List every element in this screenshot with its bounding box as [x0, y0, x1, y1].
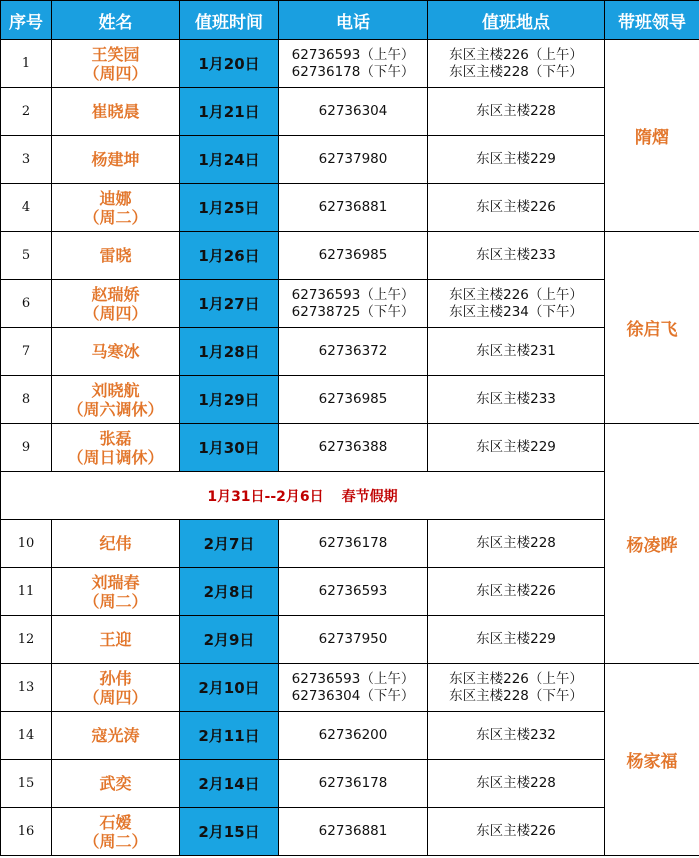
name-cell: [52, 280, 180, 328]
date-cell: 1月25日: [180, 184, 279, 232]
person-name: 刘晓航: [91, 380, 140, 400]
person-name: 石嫒: [99, 812, 132, 832]
leader-cell: 隋熠: [605, 40, 699, 232]
header-leader: 带班领导: [605, 1, 699, 40]
seq-cell: 1: [1, 40, 52, 88]
header-phone: 电话: [279, 1, 428, 40]
phone-number: 62736593（上午）: [291, 670, 415, 687]
location-text: 东区主楼234（下午）: [449, 303, 583, 320]
location-text: 东区主楼228: [476, 103, 556, 119]
location-text: 东区主楼229: [476, 439, 556, 455]
phone-cell: [279, 280, 428, 328]
seq-cell: 6: [1, 280, 52, 328]
date-cell: 2月15日: [180, 808, 279, 856]
table-row: [1, 232, 699, 280]
seq-cell: 5: [1, 232, 52, 280]
seq-cell: 11: [1, 568, 52, 616]
phone-number: 62737980: [318, 151, 388, 167]
phone-number: 62736881: [318, 199, 388, 215]
leader-cell: 杨凌晔: [605, 424, 699, 664]
location-cell: [428, 616, 605, 664]
table-row: [1, 184, 699, 232]
location-cell: [428, 40, 605, 88]
phone-number: 62736388: [318, 439, 388, 455]
person-name: 王笑园: [91, 44, 140, 64]
location-cell: [428, 184, 605, 232]
date-cell: 1月24日: [180, 136, 279, 184]
name-cell: [52, 40, 180, 88]
phone-cell: [279, 328, 428, 376]
location-cell: [428, 376, 605, 424]
table-row: [1, 664, 699, 712]
day-note: （周二）: [83, 591, 148, 611]
seq-cell: 4: [1, 184, 52, 232]
phone-number: 62736304（下午）: [291, 687, 415, 704]
phone-cell: [279, 616, 428, 664]
phone-number: 62736593（上午）: [291, 46, 415, 63]
person-name: 王迎: [99, 630, 132, 649]
date-cell: 2月8日: [180, 568, 279, 616]
table-row: [1, 328, 699, 376]
location-cell: [428, 664, 605, 712]
name-cell: [52, 424, 180, 472]
location-cell: [428, 760, 605, 808]
location-text: 东区主楼229: [476, 631, 556, 647]
day-note: （周四）: [83, 687, 148, 707]
location-text: 东区主楼228: [476, 775, 556, 791]
phone-number: 62736178（下午）: [291, 63, 415, 80]
person-name: 马寒冰: [91, 342, 140, 361]
day-note: （周四）: [83, 63, 148, 83]
phone-cell: [279, 808, 428, 856]
location-cell: [428, 280, 605, 328]
phone-cell: [279, 232, 428, 280]
header-row: [1, 1, 699, 40]
day-note: （周日调休）: [67, 447, 164, 467]
location-text: 东区主楼232: [476, 727, 556, 743]
date-cell: 1月28日: [180, 328, 279, 376]
name-cell: [52, 136, 180, 184]
header-name: 姓名: [52, 1, 180, 40]
seq-cell: 10: [1, 520, 52, 568]
phone-number: 62736178: [318, 775, 388, 791]
seq-cell: 15: [1, 760, 52, 808]
location-text: 东区主楼233: [476, 247, 556, 263]
location-cell: [428, 712, 605, 760]
date-cell: 1月30日: [180, 424, 279, 472]
phone-cell: [279, 664, 428, 712]
table-row: [1, 376, 699, 424]
name-cell: [52, 664, 180, 712]
phone-number: 62736593: [318, 583, 388, 599]
phone-cell: [279, 40, 428, 88]
seq-cell: 12: [1, 616, 52, 664]
location-text: 东区主楼226（上午）: [449, 286, 583, 303]
location-cell: [428, 808, 605, 856]
seq-cell: 14: [1, 712, 52, 760]
date-cell: 1月29日: [180, 376, 279, 424]
location-text: 东区主楼226: [476, 823, 556, 839]
person-name: 纪伟: [99, 534, 132, 553]
day-note: （周六调休）: [67, 399, 164, 419]
phone-number: 62736593（上午）: [291, 286, 415, 303]
location-cell: [428, 520, 605, 568]
person-name: 武奕: [99, 774, 132, 793]
phone-number: 62736304: [318, 103, 388, 119]
location-text: 东区主楼228（下午）: [449, 63, 583, 80]
seq-cell: 8: [1, 376, 52, 424]
name-cell: [52, 616, 180, 664]
location-cell: [428, 136, 605, 184]
date-cell: 2月14日: [180, 760, 279, 808]
phone-number: 62736985: [318, 247, 388, 263]
location-cell: [428, 568, 605, 616]
day-note: （周二）: [83, 831, 148, 851]
phone-number: 62736985: [318, 391, 388, 407]
person-name: 张磊: [99, 428, 132, 448]
person-name: 孙伟: [99, 668, 132, 688]
seq-cell: 7: [1, 328, 52, 376]
name-cell: [52, 520, 180, 568]
name-cell: [52, 328, 180, 376]
day-note: （周二）: [83, 207, 148, 227]
holiday-label: 春节假期: [341, 488, 398, 505]
seq-cell: 9: [1, 424, 52, 472]
table-row: [1, 136, 699, 184]
holiday-range: 1月31日--2月6日: [207, 488, 324, 505]
table-row: [1, 40, 699, 88]
date-cell: 2月9日: [180, 616, 279, 664]
person-name: 迪娜: [99, 188, 132, 208]
name-cell: [52, 808, 180, 856]
date-cell: 2月10日: [180, 664, 279, 712]
phone-cell: [279, 136, 428, 184]
name-cell: [52, 760, 180, 808]
phone-number: 62736178: [318, 535, 388, 551]
person-name: 刘瑞春: [91, 572, 140, 592]
holiday-row: [1, 472, 699, 520]
table-row: [1, 808, 699, 856]
location-text: 东区主楼226: [476, 199, 556, 215]
seq-cell: 13: [1, 664, 52, 712]
phone-cell: [279, 760, 428, 808]
leader-cell: 杨家福: [605, 664, 699, 856]
location-text: 东区主楼226（上午）: [449, 46, 583, 63]
header-seq: 序号: [1, 1, 52, 40]
table-row: [1, 616, 699, 664]
leader-cell: 徐启飞: [605, 232, 699, 424]
name-cell: [52, 376, 180, 424]
phone-cell: [279, 184, 428, 232]
phone-number: 62736372: [318, 343, 388, 359]
date-cell: 2月7日: [180, 520, 279, 568]
seq-cell: 3: [1, 136, 52, 184]
name-cell: [52, 232, 180, 280]
person-name: 雷晓: [99, 246, 132, 265]
phone-cell: [279, 712, 428, 760]
location-text: 东区主楼229: [476, 151, 556, 167]
phone-cell: [279, 376, 428, 424]
date-cell: 1月27日: [180, 280, 279, 328]
date-cell: 2月11日: [180, 712, 279, 760]
phone-cell: [279, 568, 428, 616]
day-note: （周四）: [83, 303, 148, 323]
table-row: [1, 712, 699, 760]
seq-cell: 2: [1, 88, 52, 136]
phone-cell: [279, 520, 428, 568]
location-text: 东区主楼226（上午）: [449, 670, 583, 687]
person-name: 杨建坤: [91, 150, 140, 169]
table-row: [1, 280, 699, 328]
location-text: 东区主楼226: [476, 583, 556, 599]
name-cell: [52, 184, 180, 232]
header-location: 值班地点: [428, 1, 605, 40]
name-cell: [52, 712, 180, 760]
phone-number: 62736200: [318, 727, 388, 743]
table-row: [1, 760, 699, 808]
seq-cell: 16: [1, 808, 52, 856]
phone-number: 62738725（下午）: [291, 303, 415, 320]
phone-number: 62736881: [318, 823, 388, 839]
location-text: 东区主楼228（下午）: [449, 687, 583, 704]
name-cell: [52, 568, 180, 616]
table-row: [1, 568, 699, 616]
location-text: 东区主楼228: [476, 535, 556, 551]
date-cell: 1月26日: [180, 232, 279, 280]
location-text: 东区主楼233: [476, 391, 556, 407]
holiday-cell: [1, 472, 605, 520]
phone-number: 62737950: [318, 631, 388, 647]
location-cell: [428, 88, 605, 136]
table-row: [1, 424, 699, 472]
person-name: 崔晓晨: [91, 102, 140, 121]
location-text: 东区主楼231: [476, 343, 556, 359]
header-date: 值班时间: [180, 1, 279, 40]
location-cell: [428, 232, 605, 280]
table-row: [1, 520, 699, 568]
person-name: 寇光涛: [91, 726, 140, 745]
phone-cell: [279, 424, 428, 472]
location-cell: [428, 424, 605, 472]
phone-cell: [279, 88, 428, 136]
table-row: [1, 88, 699, 136]
name-cell: [52, 88, 180, 136]
person-name: 赵瑞娇: [91, 284, 140, 304]
location-cell: [428, 328, 605, 376]
date-cell: 1月21日: [180, 88, 279, 136]
date-cell: 1月20日: [180, 40, 279, 88]
